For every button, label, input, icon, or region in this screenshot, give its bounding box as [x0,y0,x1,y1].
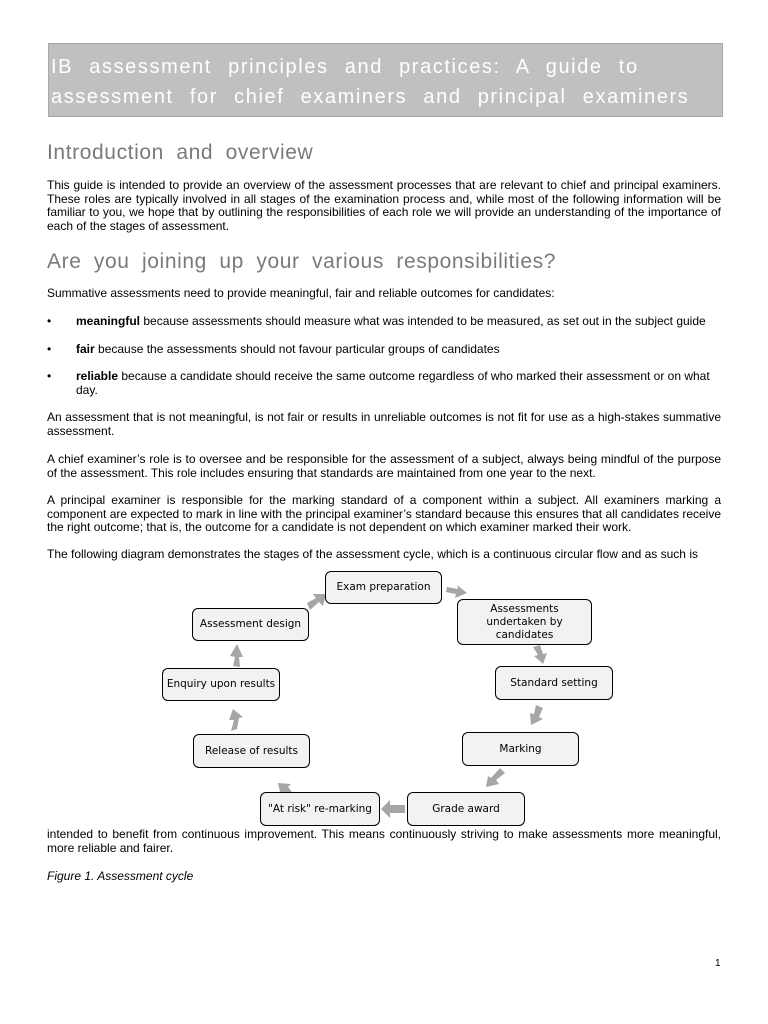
bullet-term: fair [76,342,95,356]
arrow-design-to-prep [307,594,326,610]
figure-caption: Figure 1. Assessment cycle [47,869,194,883]
node-assessment-design: Assessment design [192,608,309,641]
node-standard-setting: Standard setting [495,666,613,700]
arrow-release-to-enquiry [229,709,243,731]
bullet-term: meaningful [76,314,141,328]
arrow-standard-to-marking [530,705,543,725]
paragraph-diagram-intro: The following diagram demonstrates the stages of the assessment cycle, which is a continuous circular flow and as such is [47,547,698,561]
bullet-dot: • [47,314,52,328]
paragraph-continuous-improvement: intended to benefit from continuous improvement. This means continuously striving to make assessments more meaningful, more reliable and fairer. [47,827,721,855]
intro-paragraph: This guide is intended to provide an overview of the assessment processes that are relevant to chief and principal examiners. These roles are typically involved in all stages of the examination process and, while most of the following information will be familiar to you, we hope that by outlining the responsibilities of each role we will provide an understanding of the importance of each of the stages of assessment. [47,178,721,233]
paragraph-principal-examiner: A principal examiner is responsible for the marking standard of a component within a subject. All examiners marking a component are expected to mark in line with the principal examiner’s standard because this ensures that all candidates receive the right outcome; that is, the outcome for a candidate is not dependent on which examiner marked their work. [47,493,721,534]
document-title: IB assessment principles and practices: A guide to assessment for chief examiners and principal examiners [51,56,690,108]
bullet-text: because assessments should measure what was intended to be measured, as set out in the subject guide [140,314,706,328]
page-number: 1 [715,958,721,969]
node-exam-preparation: Exam preparation [325,571,442,604]
node-assessments-undertaken: Assessments undertaken by candidates [457,599,592,645]
title-banner [48,43,723,117]
arrow-grade-to-atrisk [381,800,405,818]
arrow-assessments-to-standard [533,645,547,664]
paragraph-fitness: An assessment that is not meaningful, is not fair or results in unreliable outcomes is not fit for use as a high-stakes summative assessment. [47,410,721,438]
assessment-cycle-diagram [155,565,625,833]
summative-lead: Summative assessments need to provide meaningful, fair and reliable outcomes for candidates: [47,286,555,300]
arrow-enquiry-to-design [230,644,243,667]
responsibilities-heading: Are you joining up your various responsibilities? [47,250,556,273]
node-at-risk-remarking: "At risk" re-marking [260,792,380,826]
arrow-marking-to-grade [486,768,505,787]
node-release-of-results: Release of results [193,734,310,768]
bullet-text: because the assessments should not favour particular groups of candidates [94,342,500,356]
node-grade-award: Grade award [407,792,525,826]
paragraph-chief-examiner: A chief examiner’s role is to oversee and be responsible for the assessment of a subject, always being mindful of the purpose of the assessment. This role includes ensuring that standards are maintained from one year to the next. [47,452,721,480]
arrow-prep-to-assessments [446,585,467,598]
intro-heading: Introduction and overview [47,141,314,164]
bullet-text: because a candidate should receive the same outcome regardless of who marked their assessment or on what day. [76,369,710,397]
bullet-dot: • [47,369,52,383]
node-marking: Marking [462,732,579,766]
bullet-dot: • [47,342,52,356]
bullet-term: reliable [76,369,119,383]
node-enquiry-upon-results: Enquiry upon results [162,668,280,701]
